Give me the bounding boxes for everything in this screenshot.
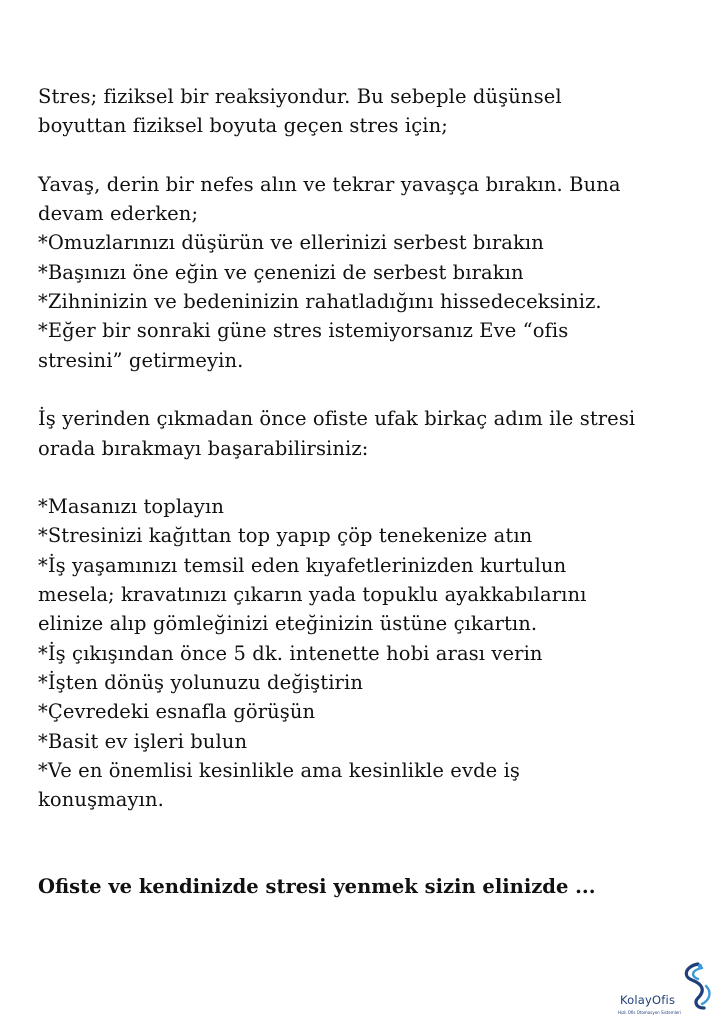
list-item: *Eğer bir sonraki güne stres istemiyorsanız Eve “ofis	[38, 319, 569, 343]
list-item: *Stresinizi kağıttan top yapıp çöp tenekenize atın	[38, 524, 533, 548]
text-line: mesela; kravatınızı çıkarın yada topuklu ayakkabılarını	[38, 583, 587, 607]
office-paragraph	[38, 404, 718, 463]
text-line: stresini” getirmeyin.	[38, 348, 244, 372]
paragraph-gap	[38, 375, 718, 404]
paragraph-gap	[38, 141, 718, 170]
list-item: *Çevredeki esnafla görüşün	[38, 700, 316, 724]
list-item: *Omuzlarınızı düşürün ve ellerinizi serbest bırakın	[38, 231, 544, 255]
text-line: devam ederken;	[38, 202, 199, 226]
text-line: İş yerinden çıkmadan önce ofiste ufak birkaç adım ile stresi	[38, 407, 636, 431]
list-item: *Başınızı öne eğin ve çenenizi de serbest bırakın	[38, 260, 524, 284]
closing-statement: Ofiste ve kendinizde stresi yenmek sizin elinizde ...	[38, 875, 596, 899]
text-line: Stres; fiziksel bir reaksiyondur. Bu sebeple düşünsel	[38, 85, 562, 108]
list-item: *İş yaşamınızı temsil eden kıyafetlerinizden kurtulun	[38, 553, 567, 577]
paragraph-gap	[38, 814, 718, 872]
breathing-paragraph	[38, 170, 718, 375]
list-item: *Masanızı toplayın	[38, 495, 225, 519]
text-line: elinize alıp gömleğinizi eteğinizin üstüne çıkartın.	[38, 612, 538, 636]
intro-paragraph	[38, 82, 718, 141]
document-body	[38, 82, 718, 902]
tips-list	[38, 492, 718, 814]
list-item: *Basit ev işleri bulun	[38, 729, 248, 753]
list-item: *Ve en önemlisi kesinlikle ama kesinlikle evde iş	[38, 758, 521, 782]
logo-tagline: Hızlı Ofis Otomasyon Sistemleri	[618, 1010, 681, 1015]
text-line: boyuttan fiziksel boyuta geçen stres için;	[38, 114, 448, 138]
logo-wordmark: KolayOfis	[620, 993, 676, 1007]
text-line: orada bırakmayı başarabilirsiniz:	[38, 436, 369, 460]
list-item: *İşten dönüş yolunuzu değiştirin	[38, 670, 363, 694]
text-line: konuşmayın.	[38, 788, 164, 812]
list-item: *Zihninizin ve bedeninizin rahatladığını hissedeceksiniz.	[38, 290, 602, 314]
list-item: *İş çıkışından önce 5 dk. intenette hobi arası verin	[38, 641, 543, 665]
text-line: Yavaş, derin bir nefes alın ve tekrar yavaşça bırakın. Buna	[38, 172, 621, 196]
paragraph-gap	[38, 463, 718, 492]
logo-swirl-icon	[676, 960, 720, 1012]
kolayofis-logo	[616, 958, 724, 1024]
